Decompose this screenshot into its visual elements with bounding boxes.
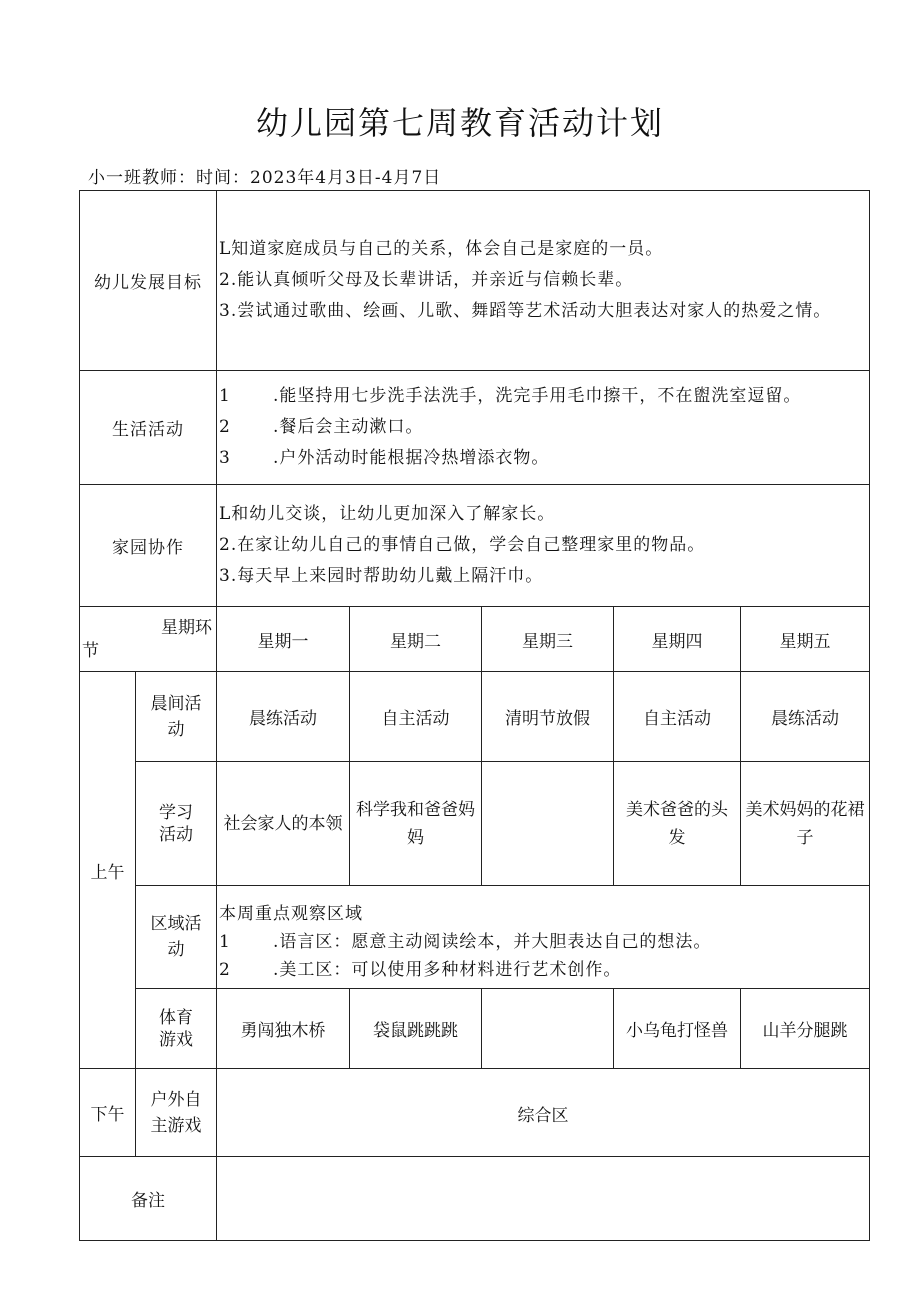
pe-game-cell (482, 989, 614, 1069)
day-tuesday: 星期二 (350, 607, 482, 672)
afternoon-sub-label: 户外自主游戏 (136, 1069, 217, 1157)
life-label: 生活活动 (80, 371, 217, 485)
area-item: 2 .美工区：可以使用多种材料进行艺术创作。 (219, 960, 622, 980)
morning-activity-label: 晨间活动 (136, 672, 217, 762)
home-row (80, 485, 870, 607)
life-content (217, 371, 870, 485)
home-line: 3.每天早上来园时帮助幼儿戴上隔汗巾。 (219, 566, 544, 586)
day-monday: 星期一 (217, 607, 350, 672)
afternoon-content: 综合区 (217, 1069, 870, 1157)
morning-activity-cell: 自主活动 (350, 672, 482, 762)
notes-row (80, 1157, 870, 1241)
life-item: 1 .能坚持用七步洗手法洗手，洗完手用毛巾擦干，不在盥洗室逗留。 (219, 386, 802, 406)
pe-game-label: 体育游戏 (136, 989, 217, 1069)
life-item: 3 .户外活动时能根据冷热增添衣物。 (219, 448, 550, 468)
goals-row (80, 191, 870, 371)
life-row (80, 371, 870, 485)
morning-label: 上午 (80, 672, 136, 1069)
life-item: 2 .餐后会主动漱口。 (219, 417, 424, 437)
home-content (217, 485, 870, 607)
morning-activity-cell: 自主活动 (614, 672, 741, 762)
pe-game-cell: 山羊分腿跳 (741, 989, 870, 1069)
learning-cell: 美术爸爸的头发 (614, 762, 741, 886)
header-corner-top: 星期环 (161, 618, 212, 638)
afternoon-label: 下午 (80, 1069, 136, 1157)
afternoon-row (80, 1069, 870, 1157)
learning-label: 学习活动 (136, 762, 217, 886)
page-title: 幼儿园第七周教育活动计划 (255, 104, 664, 142)
goal-line: 3.尝试通过歌曲、绘画、儿歌、舞蹈等艺术活动大胆表达对家人的热爱之情。 (219, 301, 832, 321)
learning-row (80, 762, 870, 886)
notes-content (217, 1157, 870, 1241)
home-line: 2.在家让幼儿自己的事情自己做，学会自己整理家里的物品。 (219, 535, 706, 555)
learning-cell: 社会家人的本领 (217, 762, 350, 886)
area-content (217, 886, 870, 989)
day-wednesday: 星期三 (482, 607, 614, 672)
morning-activity-cell: 晨练活动 (217, 672, 350, 762)
area-heading: 本周重点观察区域 (219, 904, 363, 924)
header-corner-bottom: 节 (82, 641, 99, 661)
header-corner (80, 607, 217, 672)
morning-activity-cell: 晨练活动 (741, 672, 870, 762)
morning-activity-row (80, 672, 870, 762)
class-time-info: 小一班教师：时间：2023年4月3日-4月7日 (88, 168, 442, 188)
weekly-plan-table (79, 190, 870, 1241)
pe-game-row (80, 989, 870, 1069)
learning-cell: 科学我和爸爸妈妈 (350, 762, 482, 886)
area-label: 区域活动 (136, 886, 217, 989)
weekday-header-row (80, 607, 870, 672)
goals-label: 幼儿发展目标 (80, 191, 217, 371)
pe-game-cell: 勇闯独木桥 (217, 989, 350, 1069)
notes-label: 备注 (80, 1157, 217, 1241)
learning-cell: 美术妈妈的花裙子 (741, 762, 870, 886)
day-thursday: 星期四 (614, 607, 741, 672)
area-item: 1 .语言区：愿意主动阅读绘本，并大胆表达自己的想法。 (219, 932, 712, 952)
home-line: L和幼儿交谈，让幼儿更加深入了解家长。 (219, 504, 556, 524)
goal-line: L知道家庭成员与自己的关系，体会自己是家庭的一员。 (219, 239, 664, 259)
goals-content (217, 191, 870, 371)
pe-game-cell: 袋鼠跳跳跳 (350, 989, 482, 1069)
morning-activity-cell: 清明节放假 (482, 672, 614, 762)
day-friday: 星期五 (741, 607, 870, 672)
goal-line: 2.能认真倾听父母及长辈讲话，并亲近与信赖长辈。 (219, 270, 634, 290)
pe-game-cell: 小乌龟打怪兽 (614, 989, 741, 1069)
area-row (80, 886, 870, 989)
home-label: 家园协作 (80, 485, 217, 607)
learning-cell (482, 762, 614, 886)
